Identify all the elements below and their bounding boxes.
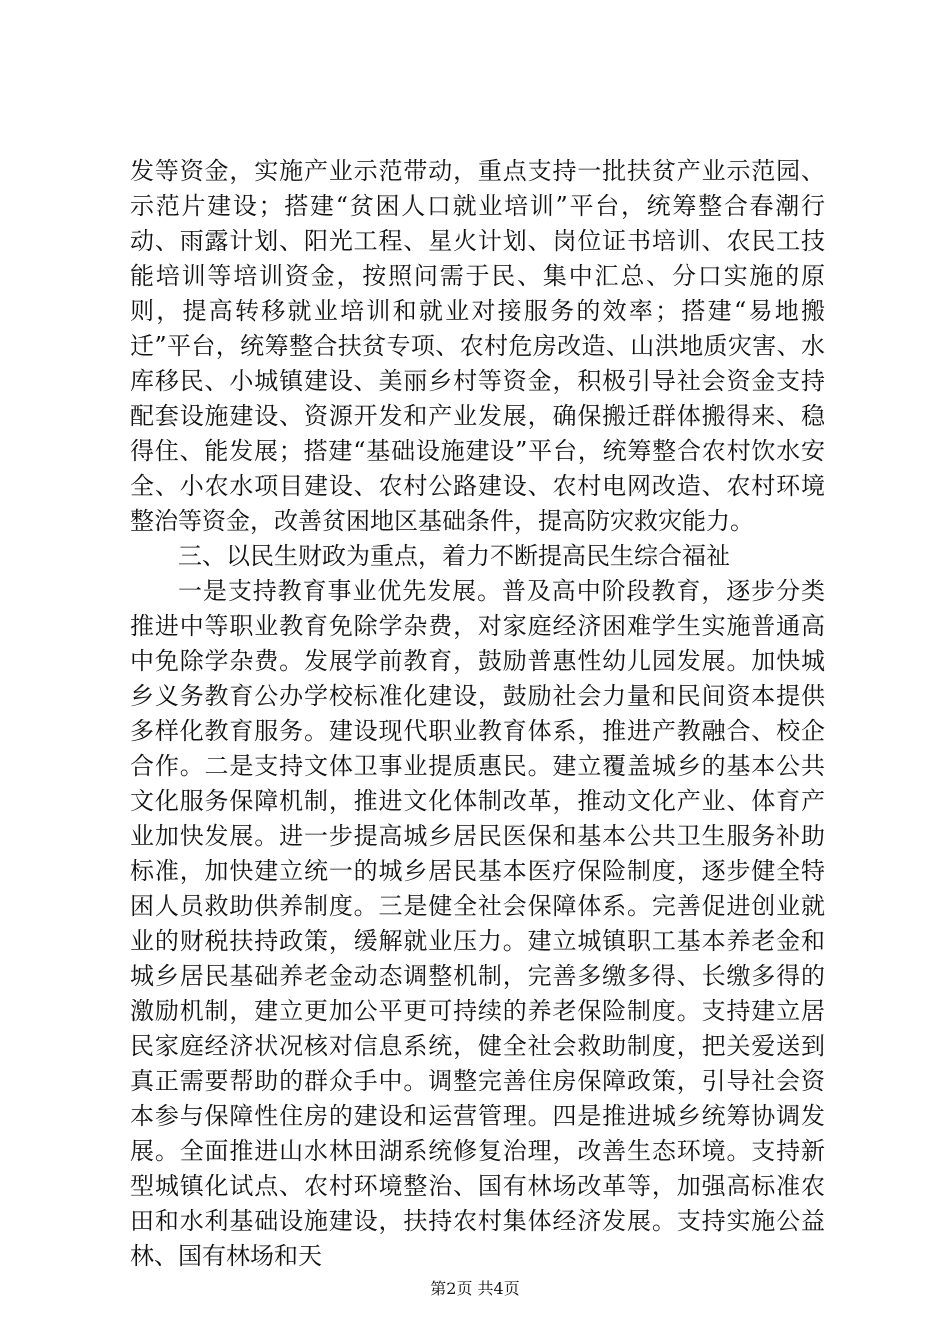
page-number-footer: 第2页 共4页 xyxy=(430,1279,520,1298)
paragraph-continuation: 发等资金，实施产业示范带动，重点支持一批扶贫产业示范园、示范片建设；搭建“贫困人口就业培训”平台，统筹整合春潮行动、雨露计划、阳光工程、星火计划、岗位证书培训、农民工技能培训等培训资金，按照问需于民、集中汇总、分口实施的原则，提高转移就业培训和就业对接服务的效率；搭建“易地搬迁”平台，统筹整合扶贫专项、农村危房改造、山洪地质灾害、水库移民、小城镇建设、美丽乡村等资金，积极引导社会资金支持配套设施建设、资源开发和产业发展，确保搬迁群体搬得来、稳得住、能发展；搭建“基础设施建设”平台，统筹整合农村饮水安全、小农水项目建设、农村公路建设、农村电网改造、农村环境整治等资金，改善贫困地区基础条件，提高防灾救灾能力。 xyxy=(130,157,825,535)
document-body xyxy=(130,154,825,1274)
section-heading: 三、以民生财政为重点，着力不断提高民生综合福祉 xyxy=(178,542,730,570)
paragraph-section-three: 一是支持教育事业优先发展。普及高中阶段教育，逐步分类推进中等职业教育免除学杂费，对家庭经济困难学生实施普通高中免除学杂费。发展学前教育，鼓励普惠性幼儿园发展。加快城乡义务教育公办学校标准化建设，鼓励社会力量和民间资本提供多样化教育服务。建设现代职业教育体系，推进产教融合、校企合作。二是支持文体卫事业提质惠民。建立覆盖城乡的基本公共文化服务保障机制，推进文化体制改革，推动文化产业、体育产业加快发展。进一步提高城乡居民医保和基本公共卫生服务补助标准，加快建立统一的城乡居民基本医疗保险制度，逐步健全特困人员救助供养制度。三是健全社会保障体系。完善促进创业就业的财税扶持政策，缓解就业压力。建立城镇职工基本养老金和城乡居民基础养老金动态调整机制，完善多缴多得、长缴多得的激励机制，建立更加公平更可持续的养老保险制度。支持建立居民家庭经济状况核对信息系统，健全社会救助制度，把关爱送到真正需要帮助的群众手中。调整完善住房保障政策，引导社会资本参与保障性住房的建设和运营管理。四是推进城乡统筹协调发展。全面推进山水林田湖系统修复治理，改善生态环境。支持新型城镇化试点、农村环境整治、国有林场改革等，加强高标准农田和水利基础设施建设，扶持农村集体经济发展。支持实施公益林、国有林场和天 xyxy=(130,577,825,1270)
